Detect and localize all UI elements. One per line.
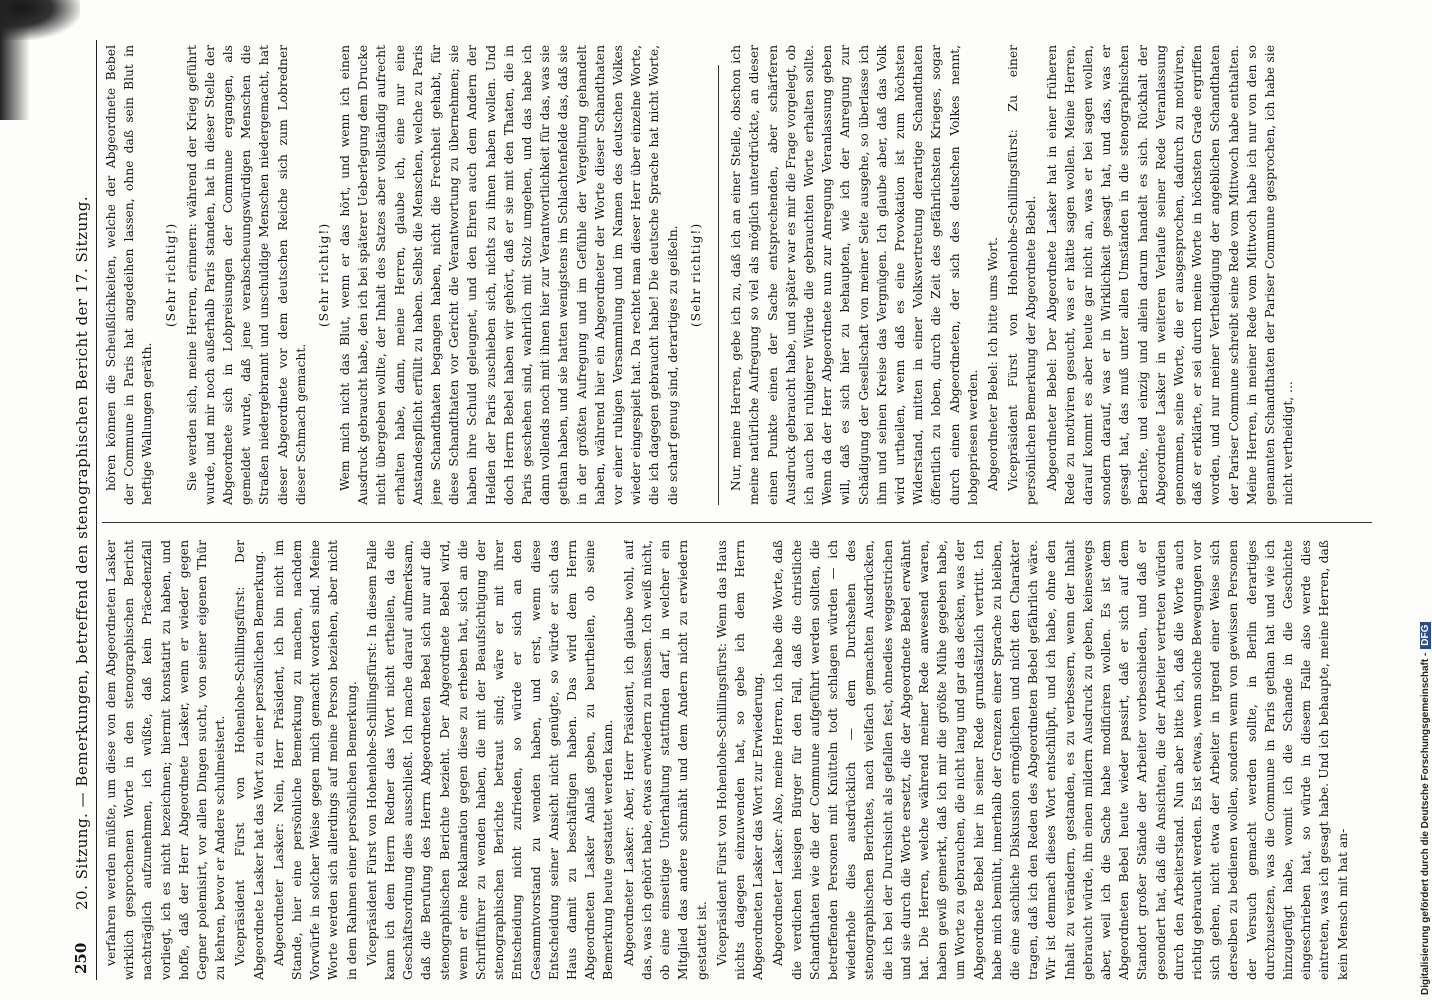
paragraph: Vicepräsident Fürst von Hohenlohe-Schillingsfürst: Zu einer persönlichen Bemerkung der Abgeordnete Bebel. xyxy=(1006,45,1039,505)
interjection: (Sehr richtig!) xyxy=(688,222,703,328)
paragraph: verfahren werden müßte, um diese von dem Abgeordneten Lasker wirklich gesprochenen Worte in den stenographischen Bericht nachträglich aufzunehmen, ich wüßte, daß kein Präcedenzfall vorliegt, ich es nicht bezeichnen; hiermit konstatirt zu haben, und hoffe, daß der Herr Abgeordnete Lasker, wenn er wieder gegen Gegner polemisirt, vor allen Dingen sucht, von seiner eigenen Thür zu kehren, bevor er Andere schulmeistert. xyxy=(104,540,228,980)
credit-text: Digitalisierung gefördert durch die Deutsche Forschungsgemeinschaft - xyxy=(1420,652,1431,995)
right-column xyxy=(102,45,1392,505)
paragraph: Abgeordneter Bebel: Ich bitte ums Wort. xyxy=(986,237,1001,491)
paragraph: Abgeordneter Lasker: Also, meine Herren, ich habe die Worte, daß die verdichen hiesigen Bürger für den Fall, daß die christliche Schandthaten wie die der Commune aufgeführt werden sollten, die betreffenden Personen mit Knütteln todt schlagen würden — ich wiederhole dies ausdrücklich — dem Durchsehen des stenographischen Berichtes, nach vielfach gemachten Ausdrücken, die ich bei der Durchsicht als gefallen fest, ohnedies weggestrichen und sie durch die Worte ersetzt, die der Abgeordnete Bebel erwähnt hat. Die Herren, welche während meiner Rede anwesend waren, haben gewiß gemerkt, daß ich mir die größte Mühe gegeben habe, um Worte zu gebrauchen, die nicht lang und gar das decken, was der Abgeordnete Bebel hier in seiner Rede grundsätzlich vertritt. Ich habe mich bemüht, innerhalb der Grenzen einer Sprache zu bleiben, die eine sachliche Diskussion ermöglichen und nicht den Charakter tragen, daß ich den Reden des Abgeordneten Bebel gefährlich wäre. Wir ist demnach dieses Wort entschlüpft, und ich habe, ohne den Inhalt zu verändern, gestanden, es zu verbessern, wenn der Inhalt gebraucht würde, ihn einen mildern Ausdruck zu geben, keineswegs aber, weil ich die Sache habe modificiren wollen. Es ist dem Abgeordneten Bebel heute wieder passirt, daß er sich auf dem Standort großer Stände der Arbeiter vorbeschieden, und daß er gesondert hat, daß die Ansichten, die der Arbeiter vertreten würden durch den Arbeiterstand. Nun aber bitte ich, daß die Worte auch richtig gebraucht werden. Es ist etwas, wenn solche Bewegungen vor sich gehen, nicht etwa der Arbeiter in irgend einer Weise sich derselben zu bedienen wollen, sondern wenn von gewissen Personen der Versuch gemacht werden sollte, in Berlin derartiges durchzusetzen, was die Commune in Paris gethan hat und wie ich hinzugefügt habe, womit ich die Schande in die Geschichte eingeschrieben hat, so würde in diesem Falle also werde dies eintreten, was ich gesagt habe. Und ich behaupte, meine Herren, daß kein Mensch mit hat an- xyxy=(771,540,1350,980)
paragraph: Abgeordneter Bebel: Der Abgeordnete Lasker hat in einer früheren Rede zu motiviren gesucht, was er hätte sagen wollen. Meine Herren, darauf kommt es aber heute gar nicht an, was er bei sagen wollen, sondern darauf, was er in Wirklichkeit gesagt hat, und das, was er gesagt hat, das muß unter allen Umständen in die stenographischen Berichte, und einzig und allein darum handelt es sich. Rückhalt der Abgeordnete Lasker in weiteren Verlaufe seiner Rede Veranlassung genommen, seine Worte, die er ausgesprochen, dadurch zu motiviren, daß er erklärte, er sei durch meine Worte in höchsten Grade ergriffen worden, und nur meiner Vertheidigung der angeblichen Schandthaten der Pariser Commune schreibt seine Rede vom Mittwoch habe enthalten. Meine Herren, in meiner Rede vom Mittwoch habe ich nur von den so genannten Schandthaten der Pariser Commune gesprochen, ich habe sie nicht vertheidigt, ... xyxy=(1044,45,1296,505)
digitization-credit xyxy=(1420,5,1431,995)
paragraph: Abgeordneter Lasker: Nein, Herr Präsident, ich bin nicht im Stande, hier eine persönliche Bemerkung zu machen, nachdem Vorwürfe in solcher Weise gegen mich gemacht worden sind. Meine Worte werden sich allerdings auf meine Person beziehen, aber nicht in dem Rahmen einer persönlichen Bemerkung. xyxy=(271,540,359,980)
paragraph: Vicepräsident Fürst von Hohenlohe-Schillingsfürst: Wenn das Haus nichts dagegen einzuwenden hat, so gebe ich dem Herrn Abgeordneten Lasker das Wort zur Erwiederung. xyxy=(714,540,766,980)
interjection: (Sehr richtig!) xyxy=(317,222,332,328)
dfg-badge: DFG xyxy=(1420,622,1431,649)
rotated-newspaper-page xyxy=(68,40,1398,980)
section-rule xyxy=(718,65,719,505)
left-column xyxy=(102,540,1392,980)
paragraph: Vicepräsident Fürst von Hohenlohe-Schillingsfürst: Der Abgeordnete Lasker hat das Wort zu einer persönlichen Bemerkung. xyxy=(233,540,266,980)
paragraph: hören können die Scheußlichkeiten, welche der Abgeordnete Bebel der Commune in Paris hat angedeihen lassen, ohne daß sein Blut in heftige Wallungen geräth. xyxy=(104,45,155,505)
page-title: 20. Sitzung. — Bemerkungen, betreffend den stenographischen Bericht der 17. Sitzung. xyxy=(73,195,91,910)
page-number: 250 xyxy=(72,942,90,974)
paragraph: Vicepräsident Fürst von Hohenlohe-Schillingsfürst: In diesem Falle kann ich dem Herrn Redner das Wort nicht ertheilen, da die Geschäftsordnung dies ausschließt. Ich mache darauf aufmerksam, daß die Berufung des Herrn Abgeordneten Bebel sich nur auf die stenographischen Berichte bezieht. Der Abgeordnete Bebel wird, wenn er eine Reklamation gegen diese zu erheben hat, sich an die Schriftführer zu wenden haben, die mit der Beaufsichtigung der stenographischen Berichte betraut sind; wäre er mit ihrer Entscheidung nicht zufrieden, so würde er sich an den Gesammtvorstand zu wenden haben, und erst, wenn diese Entscheidung seiner Ansicht nicht genügte, so würde er sich das Haus damit zu beschäftigen haben. Das wird dem Herrn Abgeordneten Lasker Anlaß geben, zu beurtheilen, ob seine Bemerkung heute gestattet werden kann. xyxy=(364,540,616,980)
paragraph: Nur, meine Herren, gebe ich zu, daß ich an einer Stelle, obschon ich meine natürliche Aufregung so viel als möglich unterdrückte, an dieser einen Punkte einen der Sache entsprechenden, aber schärferen Ausdruck gebraucht habe, und später war es mir die Frage vorgelegt, ob ich auch bei ruhigerer Würde die gebrauchten Worte erhalten sollte. Wenn da der Herr Abgeordnete nun zur Anregung Veranlassung geben will, daß es sich hier zu behaupten, wie ich der Anregung zur Schädigung der Gesellschaft von meiner Seite ausgehe, so überlasse ich ihm und seinen Kreise das Vergnügen. Ich glaube aber, daß das Volk wird urtheilen, wenn daß es eine Provokation ist zum höchsten Widerstand, mitten in einer Volksvertretung derartige Schandthaten öffentlich zu loben, durch die Zeit des gefährlichsten Krieges, sogar durch einen Abgeordneten, der sich des deutschen Volkes nennt, lobgepriesen werden. xyxy=(729,45,980,505)
column-divider xyxy=(102,522,1372,523)
paragraph: Abgeordneter Lasker: Aber, Herr Präsident, ich glaube wohl, auf das, was ich gehört habe, etwas erwiedern zu müssen. Ich weiß nicht, ob eine einseitige Unterhaltung stattfinden darf, in welcher ein Mitglied das andere schmäht und dem Andern nicht zu erwiedern gestattet ist. xyxy=(621,540,709,980)
interjection: (Sehr richtig!) xyxy=(163,222,178,328)
scan-shadow-edge xyxy=(0,0,30,120)
page-header xyxy=(68,40,97,980)
paragraph: Wem mich nicht das Blut, wenn er das hört, und wenn ich einen Ausdruck gebraucht habe, den ich bei späterer Ueberlegung dem Drucke nicht übergeben wollte, der Inhalt des Satzes aber vollständig aufrecht erhalten habe, dann, meine Herren, glaube ich, eine nur eine Anstandespflicht erfüllt zu haben. Selbst die Menschen, welche zu Paris jene Schandthaten begangen haben, nicht die Frechheit gehabt, für diese Schandthaten vor Gericht die Verantwortung zu übernehmen; sie haben ihre Schuld geleugnet, und den Ehren auch dem Andern der Helden der Paris zuschieben sich, nichts zu ihnen haben wollen. Und doch Herrn Bebel haben wir gehört, daß er sie mit den Thaten, die in Paris geschehen sind, wahrlich mit Stolz umgehen, und das habe ich dann vollends noch mit ihnen hier zur Verantwortlichkeit für das, was sie gethan haben, und sie hatten wenigstens im Schlachtenfelde das, daß sie in der größten Aufregung und im Gefühle der Vergeltung gehandelt haben, während hier ein Abgeordneter der Worte dieser Schandthaten vor einer ruhigen Versammlung und im Namen des deutschen Volkes wieder eingespielt hat. Da rechtet man dieser Herr über einzelne Worte, die ich dagegen gebraucht habe! Die deutsche Sprache hat nicht Worte, die scharf genug sind, derartiges zu geißeln. xyxy=(338,45,680,505)
paragraph: Sie werden sich, meine Herren, erinnern: während der Krieg geführt wurde, und mir noch außerhalb Paris standen, hat in dieser Stelle der Abgeordnete sich in Lobpreisungen der Commune ergangen, als gemeldet wurde, daß jene verabscheuungswürdigen Menschen die Straßen niedergebrannt und unschuldige Menschen niedergemacht, hat dieser Abgeordnete vor dem deutschen Reiche sich zum Lobredner dieser Schmach gemacht. xyxy=(184,45,308,505)
